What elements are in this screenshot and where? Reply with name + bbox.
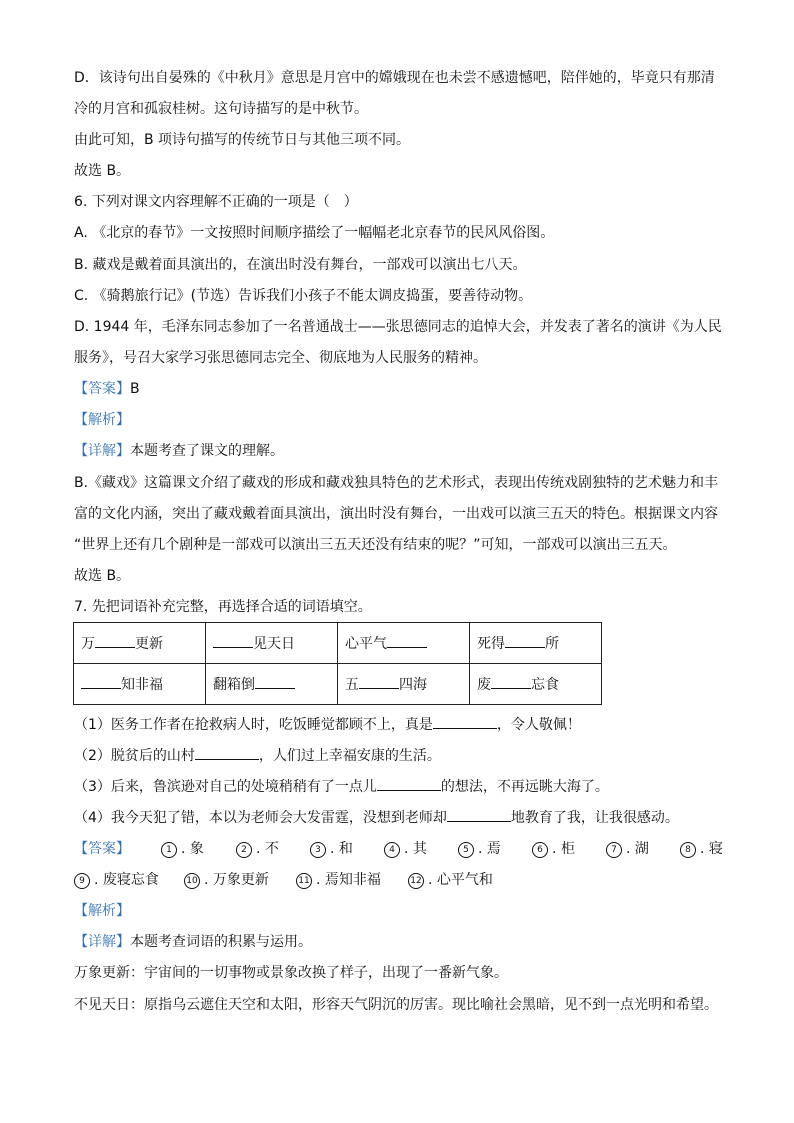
table-cell: 心平气 — [338, 623, 470, 664]
paragraph-line: 故选 B。 — [74, 163, 131, 179]
table-cell: 五 四海 — [338, 664, 470, 705]
paragraph-line: 由此可知，B 项诗句描写的传统节日与其他三项不同。 — [74, 132, 411, 148]
question-6: 6. 下列对课文内容理解不正确的一项是（ ） — [74, 194, 358, 210]
answer-item: 9 . 废寝忘食 — [74, 870, 159, 890]
fill-blank[interactable] — [505, 633, 545, 648]
fill-blank[interactable] — [377, 776, 441, 791]
detail-6 — [74, 441, 734, 461]
paragraph-line: B.《藏戏》这篇课文介绍了藏戏的形成和藏戏独具特色的艺术形式，表现出传统戏剧独特的艺术魅力和丰 — [74, 475, 719, 491]
answer-label: 【答案】 — [74, 381, 130, 397]
fill-blank[interactable] — [255, 674, 295, 689]
fill-blank[interactable] — [433, 714, 497, 729]
answer-6 — [74, 379, 734, 399]
fill-blank[interactable] — [387, 633, 427, 648]
option-c: C. 《骑鹅旅行记》(节选）告诉我们小孩子不能太调皮捣蛋，要善待动物。 — [74, 288, 533, 304]
option-a: A. 《北京的春节》一文按照时间顺序描绘了一幅幅老北京春节的民风风俗图。 — [74, 225, 555, 241]
answer-value: B — [130, 381, 140, 397]
detail-label: 【详解】 — [74, 934, 130, 950]
table-row — [74, 664, 602, 705]
sentence-4: （4）我今天犯了错，本以为老师会大发雷霆，没想到老师却 地教育了我，让我很感动。 — [74, 807, 734, 828]
option-b: B. 藏戏是戴着面具演出的，在演出时没有舞台，一部戏可以演出七八天。 — [74, 257, 527, 273]
sentence-2: （2）脱贫后的山村 ，人们过上幸福安康的生活。 — [74, 745, 734, 766]
analysis-label: 【解析】 — [74, 412, 130, 428]
fill-blank[interactable] — [491, 674, 531, 689]
detail-label: 【详解】 — [74, 443, 130, 459]
answer-item: 3 . 和 — [310, 839, 353, 859]
definition-line: 万象更新：宇宙间的一切事物或景象改换了样子，出现了一番新气象。 — [74, 965, 508, 981]
option-d-cont: 服务》，号召大家学习张思德同志完全、彻底地为人民服务的精神。 — [74, 350, 487, 366]
answer-item: 12 . 心平气和 — [408, 870, 493, 890]
answer-item: 1 . 象 — [161, 839, 204, 859]
idiom-table — [73, 622, 602, 705]
table-cell: 死得 所 — [470, 623, 602, 664]
sentence-1: （1）医务工作者在抢救病人时，吃饭睡觉都顾不上，真是 ，令人敬佩！ — [74, 714, 734, 735]
table-cell: 万 更新 — [74, 623, 206, 664]
answer-item: 6 . 柜 — [532, 839, 575, 859]
fill-blank[interactable] — [81, 674, 121, 689]
definition-line: 不见天日：原指乌云遮住天空和太阳，形容天气阴沉的厉害。现比喻社会黑暗，见不到一点光明和希望。 — [74, 997, 718, 1013]
detail-text: 本题考查了课文的理解。 — [130, 443, 284, 459]
fill-blank[interactable] — [95, 633, 135, 648]
paragraph-line: 故选 B。 — [74, 568, 131, 584]
answer-item: 11 . 焉知非福 — [296, 870, 381, 890]
table-row — [74, 623, 602, 664]
answer-7-row-1 — [74, 839, 734, 859]
table-cell: 知非福 — [74, 664, 206, 705]
fill-blank[interactable] — [359, 674, 399, 689]
answer-item: 4 . 其 — [384, 839, 427, 859]
paragraph-line: 富的文化内涵，突出了藏戏戴着面具演出，演出时没有舞台，一出戏可以演三五天的特色。根据课文内容 — [74, 506, 718, 522]
fill-blank[interactable] — [213, 633, 253, 648]
fill-blank[interactable] — [447, 807, 511, 822]
analysis-label: 【解析】 — [74, 903, 130, 919]
paragraph-line: 冷的月宫和孤寂桂树。这句诗描写的是中秋节。 — [74, 101, 368, 117]
table-cell: 见天日 — [206, 623, 338, 664]
question-7: 7. 先把词语补充完整，再选择合适的词语填空。 — [74, 599, 372, 615]
detail-7 — [74, 932, 734, 952]
table-cell: 废 忘食 — [470, 664, 602, 705]
answer-item: 5 . 焉 — [458, 839, 501, 859]
answer-item: 8 . 寝 — [680, 839, 723, 859]
answer-item: 10 . 万象更新 — [184, 870, 269, 890]
option-d: D. 1944 年，毛泽东同志参加了一名普通战士——张思德同志的追悼大会，并发表了著名的演讲《为人民 — [74, 319, 722, 335]
paragraph-line: D．该诗句出自晏殊的《中秋月》意思是月宫中的嫦娥现在也未尝不感遗憾吧，陪伴她的，毕竟只有那清 — [74, 70, 715, 86]
fill-blank[interactable] — [195, 745, 259, 760]
sentence-3: （3）后来，鲁滨逊对自己的处境稍稍有了一点儿 的想法，不再远眺大海了。 — [74, 776, 734, 797]
answer-item: 7 . 湖 — [606, 839, 649, 859]
paragraph-line: “世界上还有几个剧种是一部戏可以演出三五天还没有结束的呢？”可知，一部戏可以演出三五天。 — [74, 537, 677, 553]
answer-7-row-2 — [74, 870, 734, 890]
answer-label: 【答案】 — [74, 841, 130, 857]
detail-text: 本题考查词语的积累与运用。 — [130, 934, 312, 950]
table-cell: 翻箱倒 — [206, 664, 338, 705]
answer-item: 2 . 不 — [236, 839, 279, 859]
